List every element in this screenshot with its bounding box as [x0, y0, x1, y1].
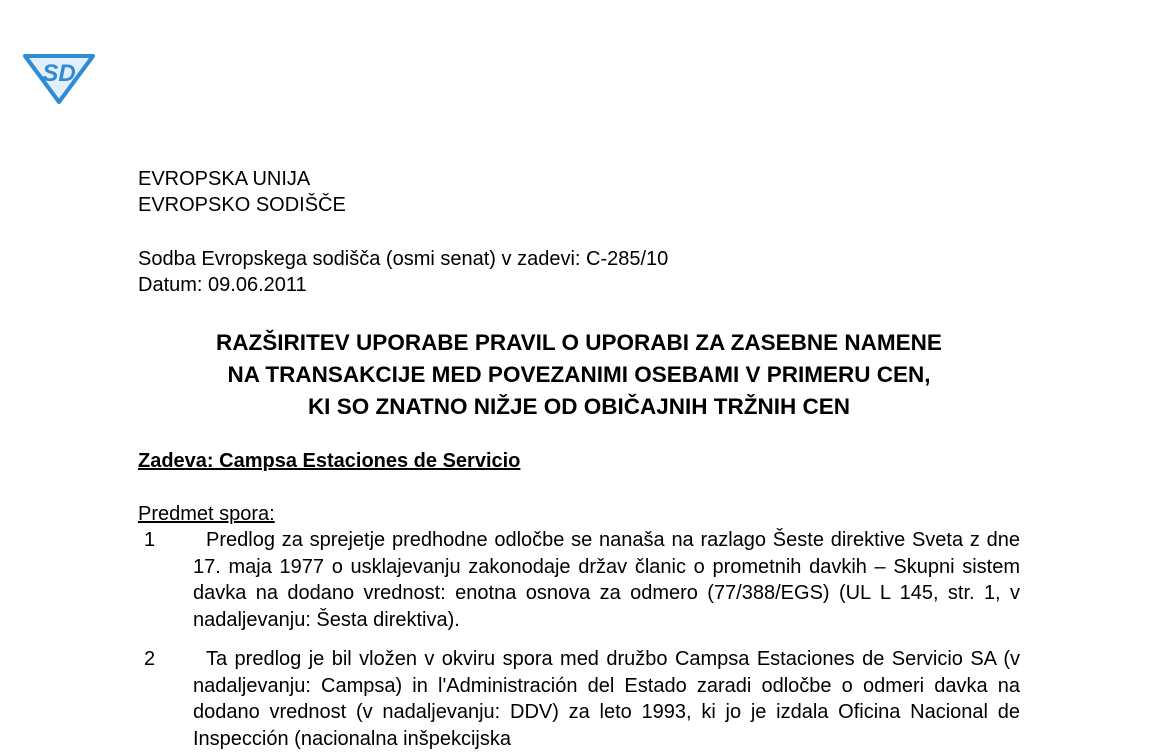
paragraph-2 [138, 646, 1020, 752]
dispute-heading: Predmet spora: [138, 503, 275, 525]
case-subject: Zadeva: Campsa Estaciones de Servicio [138, 450, 521, 472]
title-line-2: NA TRANSAKCIJE MED POVEZANIMI OSEBAMI V PRIMERU CEN, [227, 362, 931, 387]
court-name: EVROPSKO SODIŠČE [138, 194, 346, 216]
title-line-3: KI SO ZNATNO NIŽJE OD OBIČAJNIH TRŽNIH CEN [307, 394, 851, 419]
paragraph-number: 1 [144, 529, 156, 551]
judgment-date: Datum: 09.06.2011 [138, 274, 307, 296]
paragraph-text: Ta predlog je bil vložen v okviru spora med družbo Campsa Estaciones de Servicio SA (v nadaljevanju: Campsa) in l'Administración del Estado zaradi odločbe o odmeri davka na dodano vrednost (v nadaljevanju: DDV) za leto 1993, ki jo je izdala Oficina Nacional de Inspección (nacionalna inšpekcijska [193, 648, 1020, 750]
paragraph-text: Predlog za sprejetje predhodne odločbe se nanaša na razlago Šeste direktive Sveta z dne 17. maja 1977 o usklajevanju zakonodaje držav članic o prometnih davkih – Skupni sistem davka na dodano vrednost: enotna osnova za odmero (77/388/EGS) (UL L 145, str. 1, v nadaljevanju: Šesta direktiva). [193, 529, 1020, 631]
paragraph-number: 2 [144, 648, 156, 670]
sd-logo [22, 50, 96, 104]
document-title [138, 327, 1020, 423]
union-name: EVROPSKA UNIJA [138, 168, 311, 190]
paragraph-1 [138, 527, 1020, 633]
judgment-reference: Sodba Evropskega sodišča (osmi senat) v zadevi: C-285/10 [138, 248, 669, 270]
logo-lettering: SD [42, 60, 76, 87]
title-line-1: RAZŠIRITEV UPORABE PRAVIL O UPORABI ZA ZASEBNE NAMENE [216, 330, 942, 355]
